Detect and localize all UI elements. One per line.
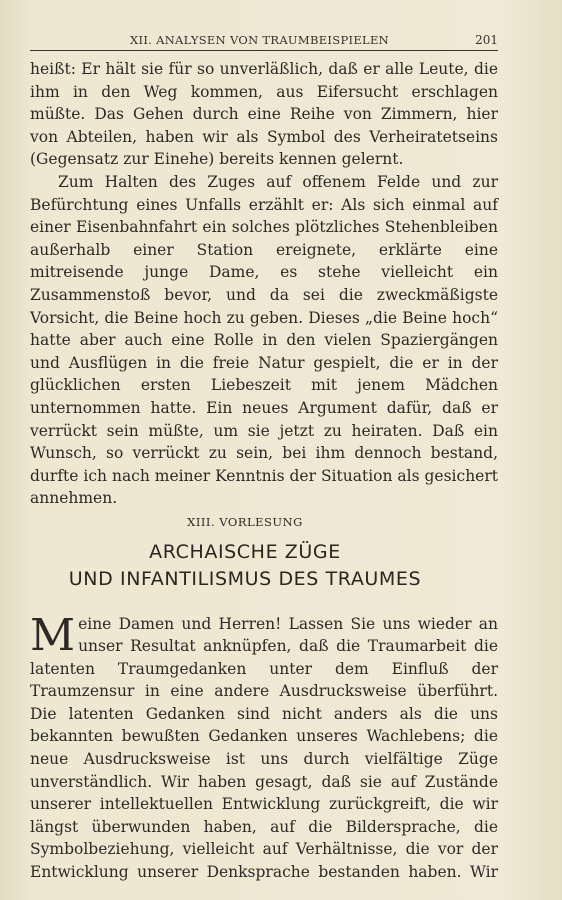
chapter-title-line-2: UND INFANTILISMUS DES TRAUMES — [68, 568, 422, 590]
body-text-bottom — [30, 597, 498, 899]
lecture-label: XIII. VORLESUNG — [187, 515, 303, 529]
running-header-title: XII. ANALYSEN VON TRAUMBEISPIELEN — [130, 33, 390, 47]
paragraph-1: heißt: Er hält sie für so unverläßlich, daß er alle Leute, die ihm in den Weg kommen, aus Eifersucht erschlagen müßte. Das Gehen durch eine Reihe von Zimmern, hier von Abteilen, haben wir als Symbol des Verheiratetseins (Gegensatz zur Einehe) bereits kennen gelernt. — [30, 60, 498, 169]
body-text-top — [30, 58, 498, 510]
page-number: 201 — [475, 33, 498, 47]
chapter-title — [0, 539, 526, 593]
paragraph-2: Zum Halten des Zuges auf offenem Felde und zur Befürchtung eines Unfalls erzählt er: Als sich einmal auf einer Eisenbahnfahrt ein solches plötzliches Stehenbleiben außerhalb einer Station ereignete, erklärte eine mitreisende junge Dame, es stehe vielleicht ein Zusammenstoß bevor, und da sei die zweckmäßigste Vorsicht, die Beine hoch zu geben. Dieses „die Beine hoch“ hatte aber auch eine Rolle in den vielen Spaziergängen und Ausflügen in die freie Natur gespielt, die er in der glücklichen ersten Liebeszeit mit jenem Mädchen unternommen hatte. Ein neues Argument dafür, daß er verrückt sein müßte, um sie jetzt zu heiraten. Daß ein Wunsch, so verrückt zu sein, bei ihm dennoch bestand, durfte ich nach meiner Kenntnis der Situation als gesichert annehmen. — [30, 172, 498, 508]
running-header — [30, 32, 498, 51]
paragraph-3-text: eine Damen und Herren! Lassen Sie uns wieder an unser Resultat anknüpfen, daß die Traumarbeit die latenten Traumgedanken unter dem Einfluß der Traumzensur in eine andere Ausdrucksweise überführt. Die latenten Gedanken sind nicht anders als die uns bekannten bewußten Gedanken unseres Wachlebens; die neue Ausdrucksweise ist uns durch vielfältige Züge unverständlich. Wir haben gesagt, daß sie auf Zustände unserer intellektuellen Entwicklung zurückgreift, die wir längst überwunden haben, auf die Bildersprache, die Symbolbeziehung, vielleicht auf Verhältnisse, die vor der Entwicklung unserer Denksprache bestanden haben. Wir — [30, 614, 498, 882]
drop-cap: M — [30, 609, 76, 661]
chapter-title-line-1: ARCHAISCHE ZÜGE — [149, 541, 341, 563]
paragraph-3 — [30, 609, 498, 884]
